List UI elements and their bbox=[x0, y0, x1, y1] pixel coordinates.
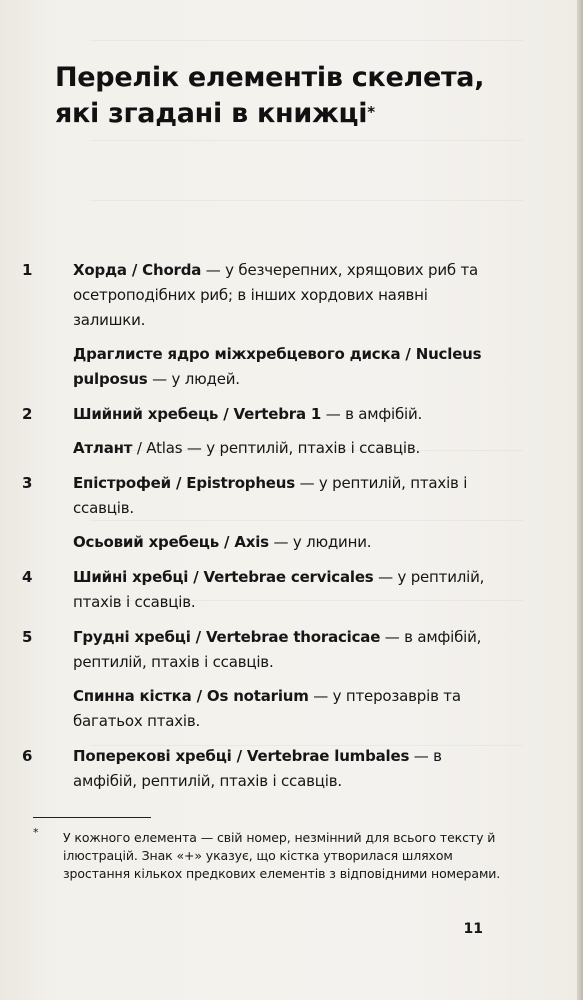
entry-description bbox=[73, 436, 488, 461]
element-occurrence: — в амфібій, рептилій, птахів і ссавців. bbox=[73, 747, 442, 790]
title-line-2: які згадані в книжці bbox=[55, 98, 368, 129]
entry-number: 1 bbox=[22, 261, 33, 279]
entry-number: 4 bbox=[22, 568, 33, 586]
title-footnote-mark: * bbox=[367, 103, 375, 121]
element-occurrence: — у людей. bbox=[147, 370, 240, 388]
element-name: Осьовий хребець / Axis bbox=[73, 533, 269, 551]
element-name: Атлант bbox=[73, 439, 133, 457]
list-entry bbox=[0, 565, 583, 615]
element-occurrence: / Atlas — у рептилій, птахів і ссавців. bbox=[132, 439, 421, 457]
entry-description bbox=[73, 402, 488, 427]
element-name: Шийні хребці / Vertebrae cervicales bbox=[73, 568, 374, 586]
entry-description bbox=[73, 625, 488, 675]
element-name: Хорда / Chorda bbox=[73, 261, 202, 279]
entry-description bbox=[73, 530, 488, 555]
element-name: Спинна кістка / Os notarium bbox=[73, 687, 309, 705]
entry-description bbox=[73, 258, 488, 333]
entry-description bbox=[73, 565, 488, 615]
element-occurrence: — в амфібій, рептилій, птахів і ссавців. bbox=[73, 628, 482, 671]
skeleton-elements-list bbox=[0, 258, 583, 794]
footnote-text: У кожного елемента — свій номер, незмінний для всього тексту й ілюстрацій. Знак «+» указує, що кістка утворилася шляхом зростання кількох предкових елементів з відповідними номерами. bbox=[63, 830, 501, 881]
entry-description bbox=[73, 744, 488, 794]
element-name: Грудні хребці / Vertebrae thoracicae bbox=[73, 628, 381, 646]
title-line-1: Перелік елементів скелета, bbox=[55, 62, 485, 93]
entry-description bbox=[73, 342, 488, 392]
element-occurrence: — в амфібій. bbox=[321, 405, 423, 423]
element-occurrence: — у рептилій, птахів і ссавців. bbox=[73, 474, 468, 517]
show-through-line bbox=[90, 40, 523, 41]
page-title bbox=[55, 60, 525, 132]
entry-number: 5 bbox=[22, 628, 33, 646]
list-entry bbox=[0, 625, 583, 734]
element-occurrence: — у людини. bbox=[268, 533, 372, 551]
list-entry bbox=[0, 471, 583, 555]
footnote-mark: * bbox=[33, 826, 39, 839]
element-occurrence: — у птерозаврів та багатьох птахів. bbox=[73, 687, 461, 730]
show-through-line bbox=[90, 200, 523, 201]
element-occurrence: — у рептилій, птахів і ссавців. bbox=[73, 568, 485, 611]
element-name: Драглисте ядро міжхребцевого диска / Nucleus pulposus bbox=[73, 345, 482, 388]
footnote-rule bbox=[33, 817, 151, 818]
list-entry bbox=[0, 744, 583, 794]
element-name: Поперекові хребці / Vertebrae lumbales bbox=[73, 747, 410, 765]
element-occurrence: — у безчерепних, хрящових риб та осетроподібних риб; в інших хордових наявні залишки. bbox=[73, 261, 479, 329]
element-name: Шийний хребець / Vertebra 1 bbox=[73, 405, 322, 423]
show-through-line bbox=[90, 140, 523, 141]
entry-description bbox=[73, 471, 488, 521]
entry-description bbox=[73, 684, 488, 734]
page-number: 11 bbox=[463, 921, 483, 937]
element-name: Епістрофей / Epistropheus bbox=[73, 474, 295, 492]
entry-number: 6 bbox=[22, 747, 33, 765]
entry-number: 3 bbox=[22, 474, 33, 492]
list-entry bbox=[0, 402, 583, 461]
list-entry bbox=[0, 258, 583, 392]
entry-number: 2 bbox=[22, 405, 33, 423]
